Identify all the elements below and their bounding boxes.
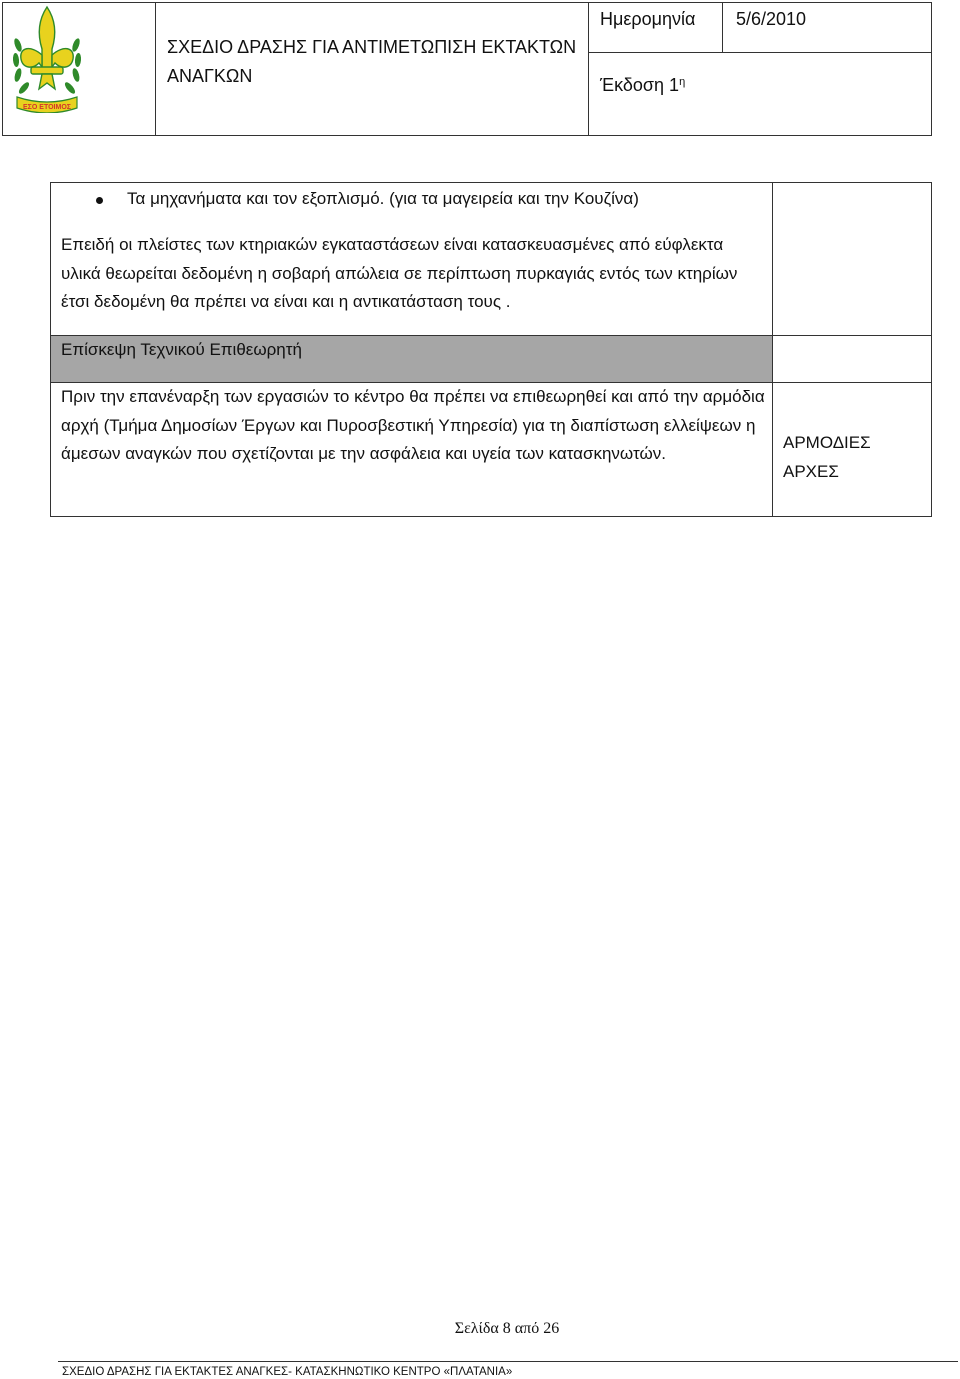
header-divider <box>588 52 931 53</box>
version-superscript: η <box>679 76 686 88</box>
logo-motto: ΕΣΟ ΕΤΟΙΜΟΣ <box>23 104 71 111</box>
paragraph-fire-risk: Επειδή οι πλείστες των κτηριακών εγκαταστάσεων είναι κατασκευασμένες από εύφλεκτα υλικά θεωρείται δεδομένη η σοβαρή απώλεια σε περίπτωση πυρκαγιάς εντός των κτηρίων έτσι δεδομένη θα πρέπει να είναι και η αντικατάσταση τους . <box>61 235 738 311</box>
scout-fleur-de-lis-logo <box>9 5 85 113</box>
bullet-item: Τα μηχανήματα και τον εξοπλισμό. (για τα μαγειρεία και την Κουζίνα) <box>127 189 639 208</box>
header-divider <box>588 3 589 135</box>
version-label <box>600 72 685 98</box>
content-table <box>50 182 932 517</box>
header-divider <box>155 3 156 135</box>
date-label: Ημερομηνία <box>600 9 696 29</box>
bullet-icon <box>96 197 103 204</box>
responsible-authorities: ΑΡΜΟΔΙΕΣ ΑΡΧΕΣ <box>783 433 871 481</box>
paragraph-inspection: Πριν την επανέναρξη των εργασιών το κέντρο θα πρέπει να επιθεωρηθεί και από την αρμόδια αρχή (Τμήμα Δημοσίων Έργων και Πυροσβεστική Υπηρεσία) για τη διαπίστωση ελλείψεων η άμεσων αναγκών που σχετίζονται με την ασφάλεια και υγεία των κατασκηνωτών. <box>61 387 765 463</box>
page-number: Σελίδα 8 από 26 <box>454 1320 560 1337</box>
heading-band-right-cell <box>772 335 932 383</box>
footer-divider <box>58 1361 958 1362</box>
fleur-de-lis-icon <box>21 7 73 89</box>
footer-document-title: ΣΧΕΔΙΟ ΔΡΑΣΗΣ ΓΙΑ ΕΚΤΑΚΤΕΣ ΑΝΑΓΚΕΣ- ΚΑΤΑΣΚΗΝΩΤΙΚΟ ΚΕΝΤΡΟ «ΠΛΑΤΑΝΙΑ» <box>62 1366 513 1378</box>
document-title: ΣΧΕΔΙΟ ΔΡΑΣΗΣ ΓΙΑ ΑΝΤΙΜΕΤΩΠΙΣΗ ΕΚΤΑΚΤΩΝ ΑΝΑΓΚΩΝ <box>167 37 577 86</box>
document-header-table <box>2 2 932 136</box>
version-text: Έκδοση 1 <box>600 75 680 95</box>
date-value: 5/6/2010 <box>736 9 807 29</box>
inspection-heading: Επίσκεψη Τεχνικού Επιθεωρητή <box>61 340 302 359</box>
header-divider <box>722 3 723 53</box>
